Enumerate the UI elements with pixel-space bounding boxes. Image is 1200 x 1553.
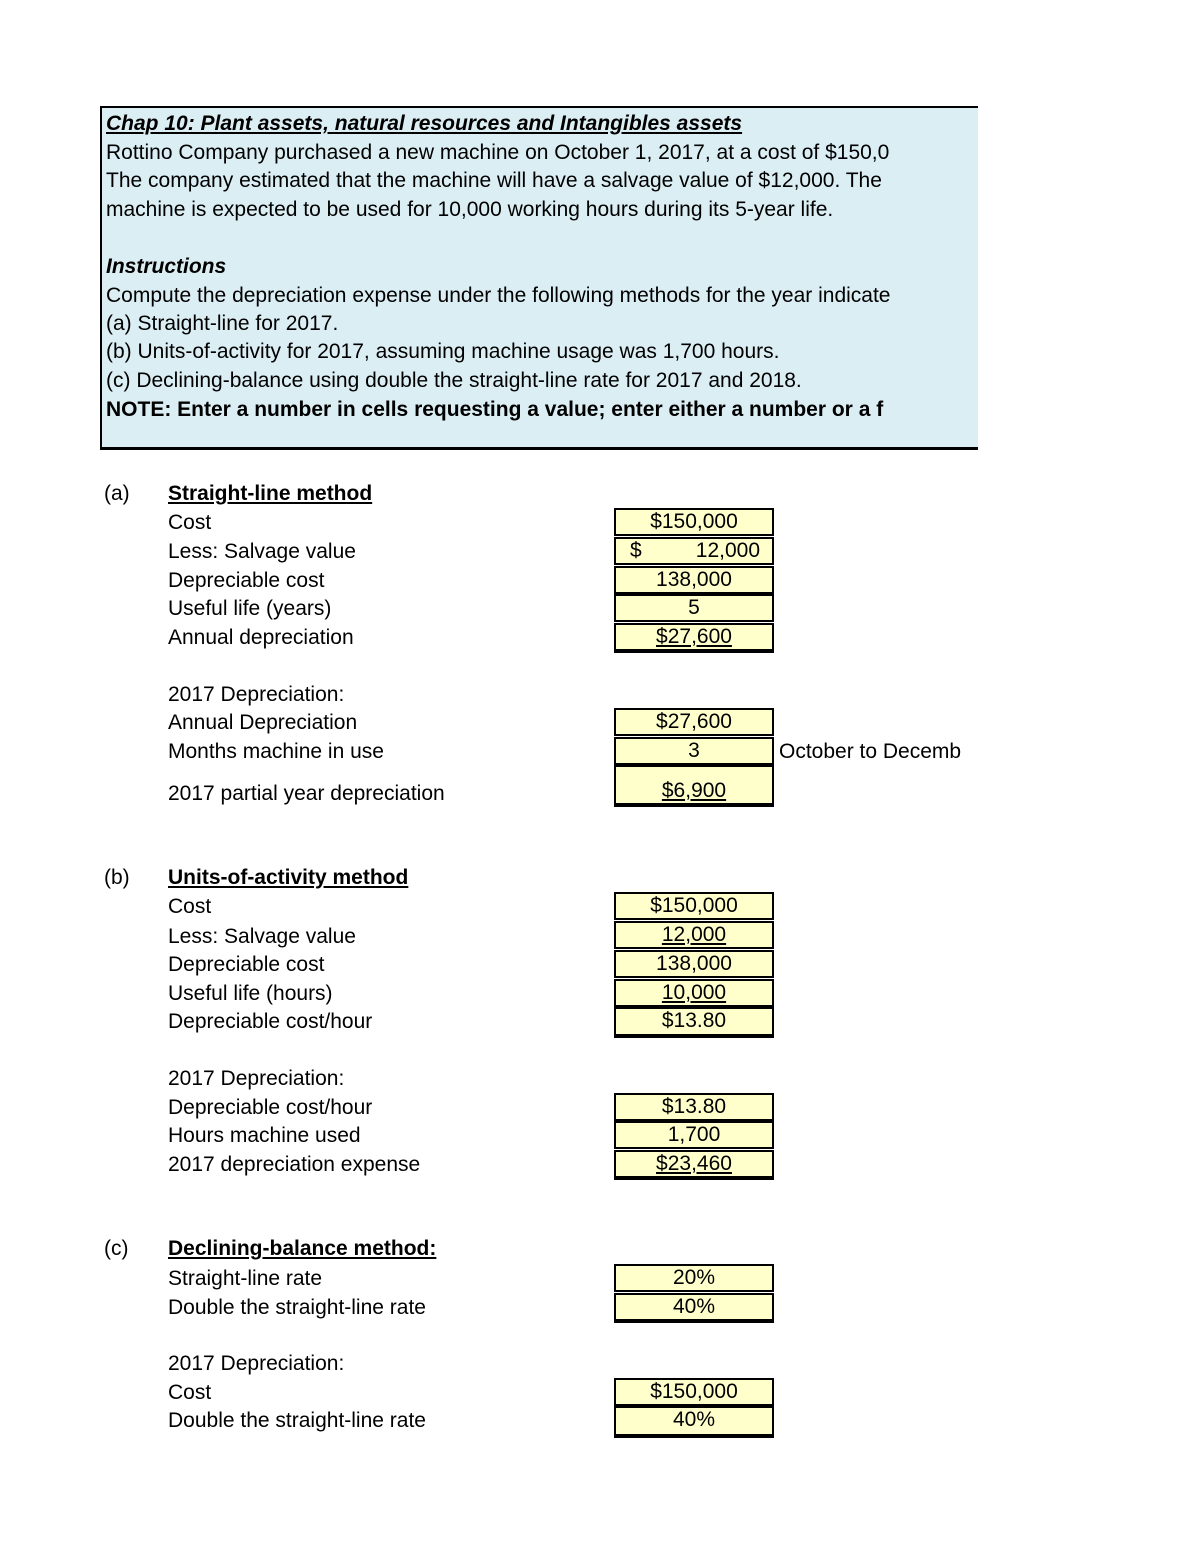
sl-2017-partial-label: 2017 partial year depreciation	[168, 782, 445, 805]
ua-salvage-cell[interactable]	[614, 921, 774, 949]
ua-cost-per-hour-label: Depreciable cost/hour	[168, 1010, 373, 1033]
sl-salvage-cell[interactable]	[614, 537, 774, 565]
sl-cost-cell[interactable]: $150,000	[614, 508, 774, 536]
ua-useful-life-value: 10,000	[661, 981, 727, 1004]
sl-useful-life-label: Useful life (years)	[168, 597, 332, 620]
sl-2017-months-label: Months machine in use	[168, 740, 384, 763]
ua-cost-cell[interactable]: $150,000	[614, 892, 774, 920]
ua-2017-expense-cell[interactable]	[614, 1150, 774, 1180]
instruction-line-2: (a) Straight-line for 2017.	[106, 312, 339, 335]
sl-annual-depreciation-label: Annual depreciation	[168, 626, 354, 649]
sl-salvage-currency: $	[630, 539, 642, 562]
db-double-rate-cell[interactable]: 40%	[614, 1293, 774, 1323]
sl-2017-partial-value: $6,900	[661, 779, 727, 802]
db-2017-cost-label: Cost	[168, 1381, 212, 1404]
sl-salvage-amount: 12,000	[695, 539, 760, 562]
sl-months-note: October to Decemb	[779, 740, 962, 763]
section-b-marker: (b)	[104, 866, 130, 889]
chapter-title: Chap 10: Plant assets, natural resources and Intangibles assets	[106, 112, 743, 135]
sl-2017-annual-cell[interactable]: $27,600	[614, 708, 774, 736]
ua-salvage-value: 12,000	[661, 923, 727, 946]
problem-line-2: The company estimated that the machine will have a salvage value of $12,000. The	[106, 169, 882, 192]
ua-depreciable-cost-cell[interactable]: 138,000	[614, 950, 774, 978]
section-b-heading: Units-of-activity method	[168, 866, 409, 889]
instruction-line-1: Compute the depreciation expense under the following methods for the year indicate	[106, 284, 891, 307]
sl-useful-life-cell[interactable]: 5	[614, 594, 774, 622]
db-2017-double-rate-label: Double the straight-line rate	[168, 1409, 426, 1432]
sl-annual-depreciation-value: $27,600	[656, 625, 732, 648]
instruction-line-3: (b) Units-of-activity for 2017, assuming machine usage was 1,700 hours.	[106, 340, 780, 363]
ua-2017-expense-value: $23,460	[656, 1152, 732, 1175]
sl-depreciable-cost-cell[interactable]: 138,000	[614, 566, 774, 594]
section-a-heading: Straight-line method	[168, 482, 373, 505]
ua-useful-life-cell[interactable]	[614, 979, 774, 1007]
problem-line-1: Rottino Company purchased a new machine on October 1, 2017, at a cost of $150,0	[106, 141, 890, 164]
problem-line-3: machine is expected to be used for 10,000 working hours during its 5-year life.	[106, 198, 834, 221]
sl-annual-depreciation-cell[interactable]	[614, 623, 774, 653]
sl-2017-months-cell[interactable]: 3	[614, 737, 774, 765]
sl-depreciable-cost-label: Depreciable cost	[168, 569, 325, 592]
sl-2017-annual-label: Annual Depreciation	[168, 711, 358, 734]
ua-2017-hours-label: Hours machine used	[168, 1124, 361, 1147]
note-line: NOTE: Enter a number in cells requesting a value; enter either a number or a f	[106, 398, 884, 421]
ua-useful-life-label: Useful life (hours)	[168, 982, 333, 1005]
sl-2017-partial-cell[interactable]	[614, 765, 774, 807]
ua-cost-per-hour-cell[interactable]: $13.80	[614, 1007, 774, 1038]
sl-cost-label: Cost	[168, 511, 212, 534]
ua-2017-cost-per-hour-cell[interactable]: $13.80	[614, 1093, 774, 1121]
sl-2017-heading: 2017 Depreciation:	[168, 683, 345, 706]
ua-2017-heading: 2017 Depreciation:	[168, 1067, 345, 1090]
ua-depreciable-cost-label: Depreciable cost	[168, 953, 325, 976]
section-c-heading: Declining-balance method:	[168, 1237, 437, 1260]
section-c-marker: (c)	[104, 1237, 129, 1260]
sl-salvage-label: Less: Salvage value	[168, 540, 356, 563]
ua-cost-label: Cost	[168, 895, 212, 918]
problem-header-box	[100, 106, 978, 450]
instruction-line-4: (c) Declining-balance using double the straight-line rate for 2017 and 2018.	[106, 369, 802, 392]
db-double-rate-label: Double the straight-line rate	[168, 1296, 426, 1319]
db-2017-heading: 2017 Depreciation:	[168, 1352, 345, 1375]
db-sl-rate-cell[interactable]: 20%	[614, 1264, 774, 1292]
db-2017-cost-cell[interactable]: $150,000	[614, 1378, 774, 1406]
ua-2017-cost-per-hour-label: Depreciable cost/hour	[168, 1096, 373, 1119]
ua-2017-hours-cell[interactable]: 1,700	[614, 1121, 774, 1149]
db-sl-rate-label: Straight-line rate	[168, 1267, 323, 1290]
section-a-marker: (a)	[104, 482, 130, 505]
db-2017-double-rate-cell[interactable]: 40%	[614, 1406, 774, 1438]
ua-salvage-label: Less: Salvage value	[168, 925, 356, 948]
ua-2017-expense-label: 2017 depreciation expense	[168, 1153, 421, 1176]
instructions-heading: Instructions	[106, 255, 227, 278]
